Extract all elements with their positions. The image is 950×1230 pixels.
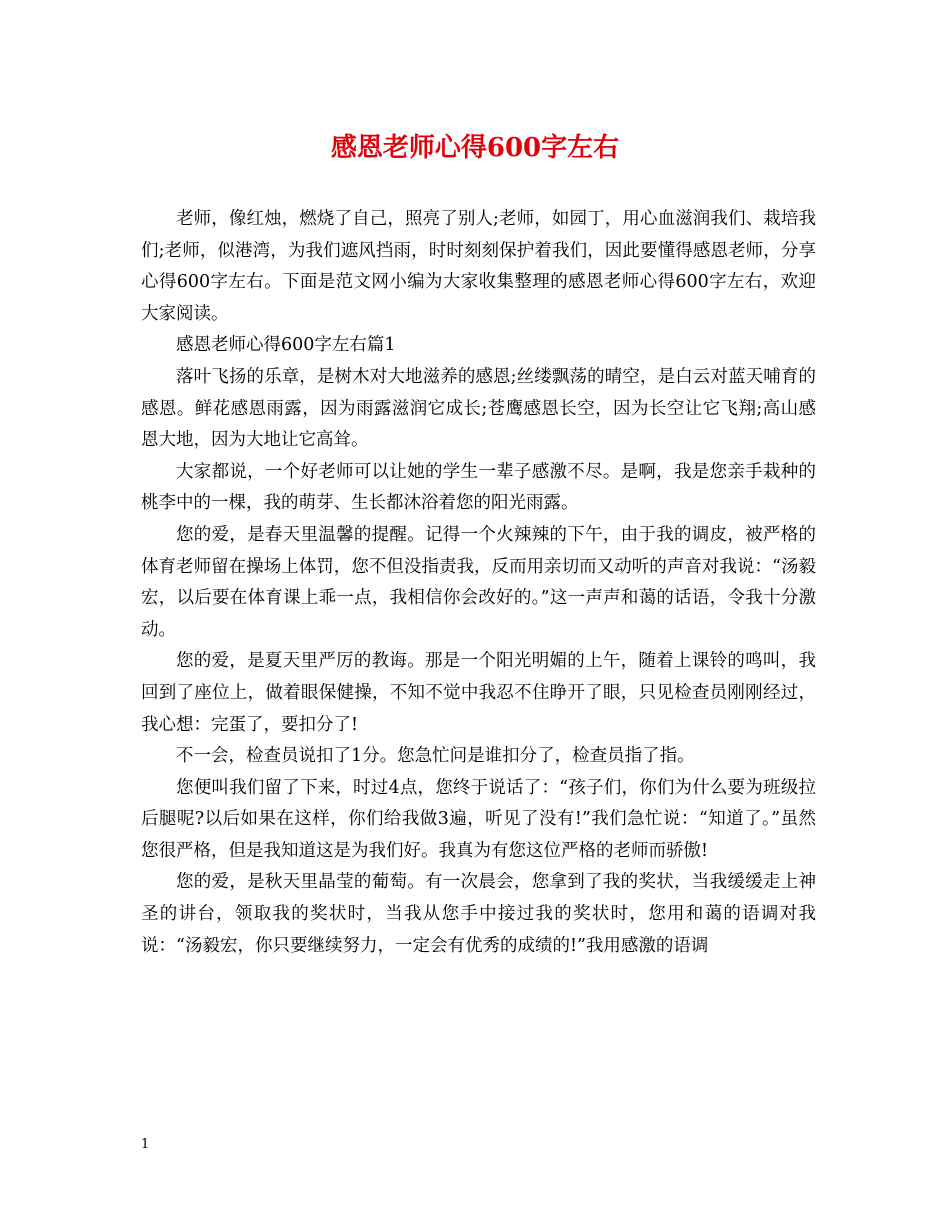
paragraph: 您的爱，是秋天里晶莹的葡萄。有一次晨会，您拿到了我的奖状，当我缓缓走上神圣的讲台，领取我的奖状时，当我从您手中接过我的奖状时，您用和蔼的语调对我说：“汤毅宏，你只要继续努力，一定会有优秀的成绩的!”我用感激的语调 [141, 872, 816, 956]
section-heading: 感恩老师心得600字左右篇1 [176, 335, 396, 356]
page-number: 1 [141, 1137, 150, 1152]
paragraph: 您的爱，是夏天里严厉的教诲。那是一个阳光明媚的上午，随着上课铃的鸣叫，我回到了座位上，做着眼保健操，不知不觉中我忍不住睁开了眼，只见检查员刚刚经过，我心想：完蛋了，要扣分了! [141, 651, 816, 735]
paragraph-intro: 老师，像红烛，燃烧了自己，照亮了别人;老师，如园丁，用心血滋润我们、栽培我们;老师，似港湾，为我们遮风挡雨，时时刻刻保护着我们，因此要懂得感恩老师，分享心得600字左右。下面是范文网小编为大家收集整理的感恩老师心得600字左右，欢迎大家阅读。 [141, 209, 816, 324]
document-body [141, 204, 816, 962]
paragraph: 落叶飞扬的乐章，是树木对大地滋养的感恩;丝缕飘荡的晴空，是白云对蓝天哺育的感恩。鲜花感恩雨露，因为雨露滋润它成长;苍鹰感恩长空，因为长空让它飞翔;高山感恩大地，因为大地让它高耸。 [141, 366, 816, 451]
document-title: 感恩老师心得600字左右 [330, 133, 620, 163]
paragraph: 不一会，检查员说扣了1分。您急忙问是谁扣分了，检查员指了指。 [176, 746, 695, 767]
paragraph: 您便叫我们留了下来，时过4点，您终于说话了：“孩子们，你们为什么要为班级拉后腿呢?以后如果在这样，你们给我做3遍，听见了没有!”我们急忙说：“知道了。”虽然您很严格，但是我知道这是为我们好。我真为有您这位严格的老师而骄傲! [141, 777, 816, 861]
paragraph: 您的爱，是春天里温馨的提醒。记得一个火辣辣的下午，由于我的调皮，被严格的体育老师留在操场上体罚，您不但没指责我，反而用亲切而又动听的声音对我说：“汤毅宏，以后要在体育课上乖一点，我相信你会改好的。”这一声声和蔼的话语，令我十分激动。 [141, 524, 816, 640]
paragraph: 大家都说，一个好老师可以让她的学生一辈子感激不尽。是啊，我是您亲手栽种的桃李中的一棵，我的萌芽、生长都沐浴着您的阳光雨露。 [141, 461, 816, 514]
